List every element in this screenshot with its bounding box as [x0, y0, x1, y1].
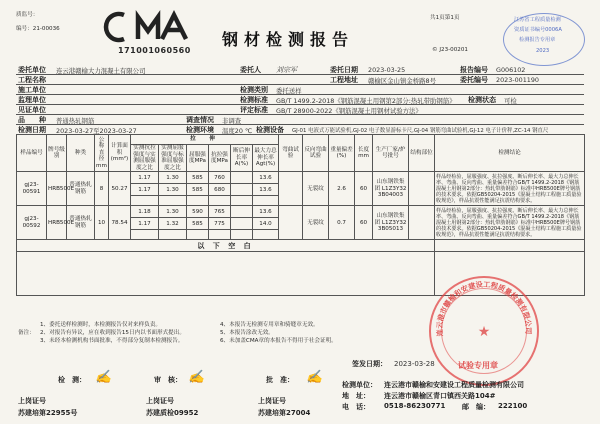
header-area: 计算面积(mm²)	[109, 135, 131, 172]
agent-value: 刘宗军	[276, 66, 297, 74]
cma-number: 171001060560	[118, 46, 191, 55]
header-length: 长度mm	[355, 135, 373, 172]
header-tensile-group: 拉 伸	[131, 135, 279, 145]
equip-label: 检测设备	[256, 126, 284, 134]
entrust-number-label: 委托编号	[460, 76, 488, 84]
env-value: 温度20 ℃	[222, 127, 253, 135]
svg-text:★: ★	[477, 324, 491, 340]
remark-5: 5、本报告涂改无效。	[220, 330, 274, 336]
page-info: 共1页第1页	[430, 15, 460, 21]
stamp-line-4: 2023	[536, 48, 550, 54]
header-position: 结构部位	[409, 135, 435, 172]
cell-length: 60	[355, 206, 373, 240]
method-value: 委托送样	[276, 87, 302, 95]
header-maker: 生产厂家/炉号批号	[373, 135, 409, 172]
date-label: 委托日期	[330, 66, 358, 74]
cell-weight: 0.7	[329, 206, 355, 240]
address-label: 地 址：	[342, 392, 370, 400]
cell-ratio-2: 1.30	[159, 172, 187, 184]
unit-label: 检测单位：	[342, 381, 377, 389]
header-bend: 弯曲试验	[279, 135, 303, 172]
svg-text:连云港市赣榆和安建设工程质量检测有限公司: 连云港市赣榆和安建设工程质量检测有限公司	[434, 279, 534, 337]
cell-ratio-2: 1.32	[159, 218, 187, 230]
remark-6: 6、未加盖CMA章的本报告不得用于社会证明。	[220, 338, 337, 344]
status-value: 可检	[504, 97, 517, 105]
witness-label: 见证单位	[18, 106, 46, 114]
cell-elongation	[231, 184, 253, 196]
stamp-center-text: 试验专用章	[458, 361, 498, 370]
period-value: 2023-03-27至2023-03-27	[56, 127, 137, 135]
env-label: 检测环境	[186, 126, 214, 134]
cell-rebend: 无裂纹	[303, 172, 329, 206]
header-weight: 重量偏差(%)	[329, 135, 355, 172]
header-rebend: 反向弯曲试验	[303, 135, 329, 172]
construct-label: 施工单位	[18, 86, 46, 94]
location-value: 赣榆区金山镇金桥路8号	[368, 77, 436, 85]
cma-logo	[118, 11, 200, 43]
cell-maker: 山东钢铁集团 L1Z3Y32 3B05013	[373, 206, 409, 240]
tester-id-label: 上岗证号	[18, 397, 46, 405]
supervise-label: 监理单位	[18, 96, 46, 104]
location-label: 工程地址	[330, 76, 358, 84]
tester-signature: ✍	[95, 370, 112, 385]
standard-label: 检测标准	[240, 96, 268, 104]
cell-tensile: 775	[209, 218, 231, 230]
reviewer-signature: ✍	[188, 370, 205, 385]
issue-date-value: 2023-03-28	[394, 360, 435, 368]
cell-ratio-1: 1.17	[131, 172, 159, 184]
table-row	[17, 206, 585, 218]
cert-code: © J23-00201	[432, 47, 468, 53]
header-ratio-2: 实测屈服强度与标准屈服强度之比	[159, 145, 187, 172]
cell-type: 普通热轧钢筋	[67, 172, 95, 206]
cell-grade: HRB500E	[47, 206, 67, 240]
cell-grade: HRB500E	[47, 172, 67, 206]
header-diameter: 公称直径mm	[95, 135, 109, 172]
standard-value: GB/T 1499.2-2018《钢筋混凝土用钢第2部分:热轧带肋钢筋》	[276, 97, 456, 105]
approver-signature: ✍	[306, 370, 323, 385]
cell-tensile: 760	[209, 172, 231, 184]
results-table	[16, 134, 585, 296]
header-tensile: 抗拉强度MPa	[209, 145, 231, 172]
stamp-line-3: 检测报告专用章	[519, 37, 556, 43]
cell-agt: 13.6	[253, 184, 279, 196]
cell-sample: gj23-00592	[17, 206, 47, 240]
record-number: 编号：21-00036	[16, 26, 60, 32]
approver-label: 批 准：	[266, 376, 294, 384]
phone-value: 0518-86230771	[384, 402, 446, 410]
reviewer-id-label: 上岗证号	[146, 397, 174, 405]
cell-area: 50.27	[109, 172, 131, 206]
cell-yield: 585	[187, 218, 209, 230]
cell-yield: 590	[187, 206, 209, 218]
cell-ratio-1: 1.17	[131, 184, 159, 196]
eval-label: 评定标准	[240, 106, 268, 114]
period-label: 检测日期	[18, 126, 46, 134]
cell-length: 60	[355, 172, 373, 206]
header-elongation: 断后伸长率A(%)	[231, 145, 253, 172]
report-number-value: G006102	[496, 66, 526, 74]
blank-marker: 以 下 空 白	[17, 240, 435, 252]
cell-position	[409, 206, 435, 240]
cell-conclusion: 样品经检验，屈服强度、抗拉强度、断后伸长率、最大力总伸长率、弯曲、反向弯曲、重量偏差符合GB/T 1499.2-2018《钢筋混凝土用钢第2部分：热轧带肋钢筋》标准中HRB500E牌号钢筋的技术要求。依据GB50204-2015《混凝土结构工程施工质量验收规范》，样品抗震性能满足抗震结构要求。	[435, 206, 585, 240]
remarks-label: 备注：	[18, 330, 35, 336]
cell-elongation	[231, 206, 253, 218]
eval-value: GB/T 28900-2022《钢筋混凝土用钢材试验方法》	[276, 107, 422, 115]
cell-agt: 13.6	[253, 206, 279, 218]
cell-yield: 585	[187, 172, 209, 184]
header-type: 种类	[67, 135, 95, 172]
remark-4: 4、本报告无检测专用章和骑缝章无效。	[220, 322, 319, 328]
cell-elongation	[231, 218, 253, 230]
postcode-value: 222100	[498, 402, 528, 410]
cell-elongation	[231, 172, 253, 184]
header-agt: 最大力总伸长率Agt(%)	[253, 145, 279, 172]
cell-ratio-2: 1.30	[159, 206, 187, 218]
cell-maker: 山东钢铁集团 L1Z3Y32 3B04003	[373, 172, 409, 206]
tester-label: 检 测：	[58, 376, 86, 384]
cell-ratio-2: 1.30	[159, 184, 187, 196]
cell-agt: 13.6	[253, 172, 279, 184]
method-label: 检测类别	[240, 86, 268, 94]
approver-id-label: 上岗证号	[258, 397, 286, 405]
table-row	[17, 172, 585, 184]
cell-tensile: 680	[209, 184, 231, 196]
cell-agt: 14.0	[253, 218, 279, 230]
issue-date-label: 签发日期：	[352, 360, 387, 368]
remark-2: 2、对报告有异议，应在收到报告15日内以书面形式提出。	[40, 330, 185, 336]
reviewer-id-value: 苏建质检09952	[146, 409, 199, 417]
entrust-number-value: 2023-001190	[496, 76, 539, 84]
unit-value: 连云港市赣榆和安建设工程质量检测有限公司	[384, 381, 524, 389]
header-ratio-1: 实测抗拉强度与实测屈服强度之比	[131, 145, 159, 172]
equip-value: GJ-01 电液式万能试验机,GJ-02 电子数显游标卡尺,GJ-04 钢筋弯曲试验机,GJ-12 电子计价秤,ZC-14 钢直尺	[292, 128, 549, 134]
survey-value: 非调查	[222, 117, 242, 125]
header-yield: 屈服强度MPa	[187, 145, 209, 172]
date-value: 2023-03-25	[368, 66, 406, 74]
kind-label: 品 种	[18, 116, 46, 124]
reviewer-label: 审 核：	[154, 376, 182, 384]
client-label: 委托单位	[18, 66, 46, 74]
phone-label: 电 话：	[342, 403, 370, 411]
cell-bend	[279, 206, 303, 240]
stamp-line-1: 江苏省工程质量检测	[514, 17, 561, 23]
cell-tensile: 765	[209, 206, 231, 218]
cell-ratio-1: 1.18	[131, 206, 159, 218]
cell-diameter: 10	[95, 206, 109, 240]
header-conclusion: 检测结论	[435, 135, 585, 172]
address-value: 连云港市赣榆区青口镇西关路104#	[384, 392, 496, 400]
remark-3: 3、未经本检测机构书面批准，不得部分复制本检测报告。	[40, 338, 184, 344]
approver-id-value: 苏建培第27004	[258, 409, 311, 417]
cell-rebend: 无裂纹	[303, 206, 329, 240]
cell-ratio-1: 1.17	[131, 218, 159, 230]
header-grade: 牌号级别	[47, 135, 67, 172]
cell-diameter: 8	[95, 172, 109, 206]
remark-1: 1、委托送样检测时，本检测报告仅对来样负责。	[40, 322, 162, 328]
cell-weight: 2.6	[329, 172, 355, 206]
cell-sample: gj23-00591	[17, 172, 47, 206]
status-label: 检测状态	[468, 96, 496, 104]
postcode-label: 邮 编：	[462, 403, 490, 411]
cell-position	[409, 172, 435, 206]
cell-yield: 585	[187, 184, 209, 196]
cell-conclusion: 样品经检验，屈服强度、抗拉强度、断后伸长率、最大力总伸长率、弯曲、反向弯曲、重量偏差符合GB/T 1499.2-2018《钢筋混凝土用钢第2部分：热轧带肋钢筋》标准中HRB500E牌号钢筋的技术要求。依据GB50204-2015《混凝土结构工程施工质量验收规范》，样品抗震性能满足抗震结构要求。	[435, 172, 585, 206]
header-sample: 样品编号	[17, 135, 47, 172]
stamp-line-2: 资质证书编号0006A	[514, 27, 562, 33]
agent-label: 委托人	[240, 66, 261, 74]
kind-value: 普通热轧钢筋	[56, 117, 95, 125]
page-title: 钢材检测报告	[222, 30, 355, 49]
cell-type: 普通热轧钢筋	[67, 206, 95, 240]
client-value: 连云港赣榆大力混凝土有限公司	[56, 67, 146, 75]
project-label: 工程名称	[18, 76, 46, 84]
cell-area: 78.54	[109, 206, 131, 240]
report-number-label: 报告编号	[460, 66, 488, 74]
tester-id-value: 苏建培第22955号	[18, 409, 78, 417]
survey-label: 调查情况	[186, 116, 214, 124]
quality-label: 质监号：	[16, 12, 39, 18]
cell-bend	[279, 172, 303, 206]
